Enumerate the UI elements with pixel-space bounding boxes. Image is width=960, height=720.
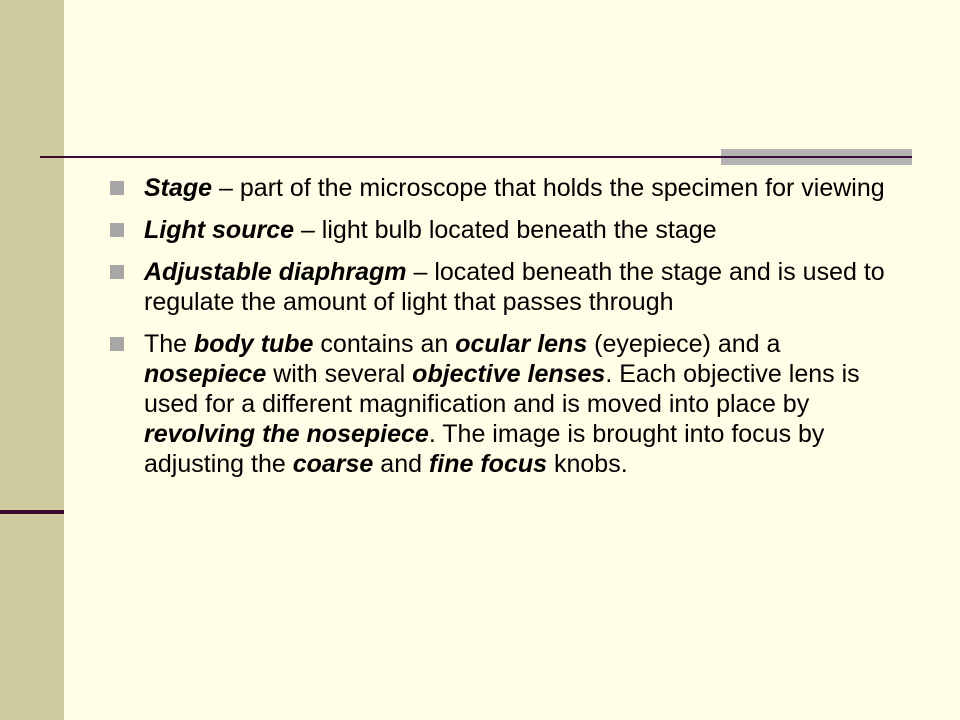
bullet-list bbox=[110, 173, 890, 491]
list-item-light-source bbox=[110, 215, 890, 245]
square-bullet-icon bbox=[110, 337, 124, 351]
term-nosepiece: nosepiece bbox=[144, 360, 267, 388]
term-body-tube: body tube bbox=[194, 330, 314, 358]
term-ocular-lens: ocular lens bbox=[455, 330, 588, 358]
text-segment: with several bbox=[266, 360, 413, 388]
list-item-adjustable-diaphragm bbox=[110, 257, 890, 317]
text-segment: . Each objective lens is used for a different magnification and is moved into place by bbox=[144, 360, 860, 418]
square-bullet-icon bbox=[110, 223, 124, 237]
text-segment: (eyepiece) and a bbox=[587, 330, 781, 358]
title-divider-block-line bbox=[721, 156, 912, 158]
term-fine-focus: fine focus bbox=[428, 450, 548, 478]
text-segment: knobs. bbox=[547, 450, 628, 478]
square-bullet-icon bbox=[110, 265, 124, 279]
term-adjustable-diaphragm: Adjustable diaphragm bbox=[144, 258, 407, 286]
term-revolving-nosepiece: revolving the nosepiece bbox=[144, 420, 429, 448]
term-objective-lenses: objective lenses bbox=[412, 360, 606, 388]
definition-stage: – part of the microscope that holds the specimen for viewing bbox=[212, 174, 885, 202]
list-item-stage bbox=[110, 173, 890, 203]
text-segment: and bbox=[373, 450, 429, 478]
title-divider-block bbox=[721, 149, 912, 165]
definition-light-source: – light bulb located beneath the stage bbox=[294, 216, 717, 244]
list-item-body-tube bbox=[110, 329, 890, 479]
text-segment: contains an bbox=[313, 330, 456, 358]
square-bullet-icon bbox=[110, 181, 124, 195]
term-light-source: Light source bbox=[144, 216, 295, 244]
left-sidebar-bar bbox=[0, 0, 64, 720]
left-accent-line bbox=[0, 510, 64, 514]
text-segment: . The image is brought into focus by adjusting the bbox=[144, 420, 825, 478]
definition-adjustable-diaphragm: – located beneath the stage and is used to regulate the amount of light that passes through bbox=[144, 258, 885, 316]
text-segment: The bbox=[144, 330, 195, 358]
term-stage: Stage bbox=[144, 174, 213, 202]
term-coarse: coarse bbox=[292, 450, 374, 478]
